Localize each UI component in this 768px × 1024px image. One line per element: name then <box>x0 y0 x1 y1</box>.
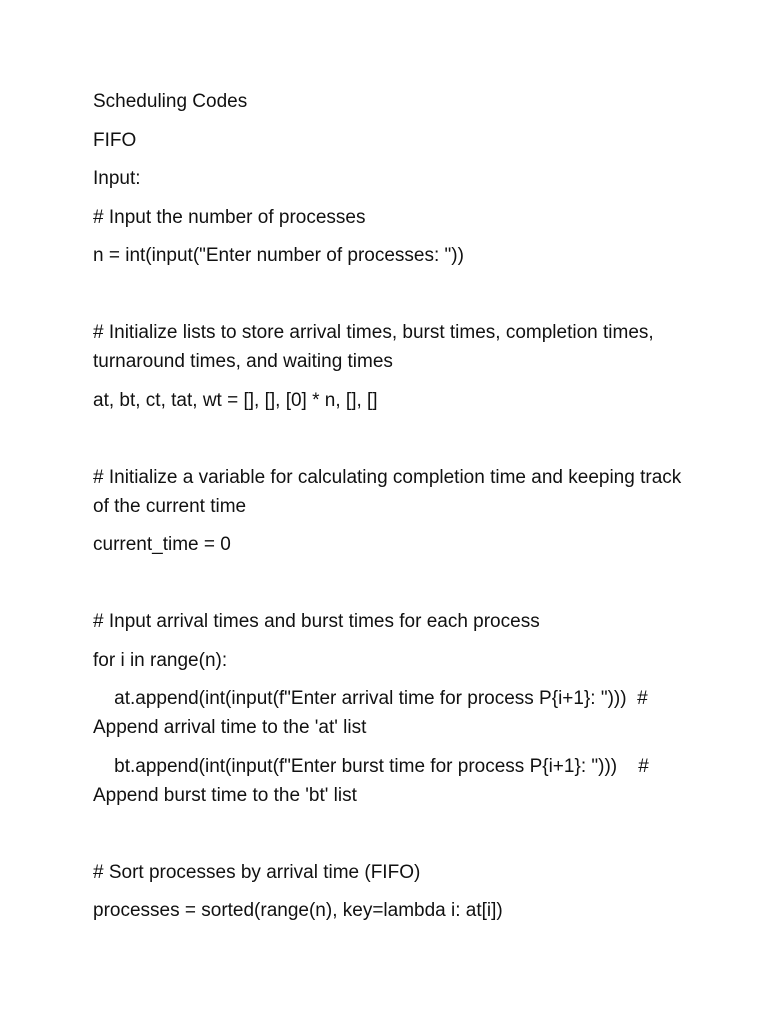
input-label: Input: <box>93 168 141 189</box>
document-body <box>93 87 687 935</box>
blank-line <box>93 280 683 309</box>
code-line: # Input arrival times and burst times for each process <box>93 611 540 632</box>
code-line: # Initialize a variable for calculating completion time and keeping track of the current time <box>93 466 687 517</box>
code-line: n = int(input("Enter number of processes: ")) <box>93 245 464 266</box>
code-line: at, bt, ct, tat, wt = [], [], [0] * n, [], [] <box>93 389 378 411</box>
section-heading: FIFO <box>93 129 137 151</box>
code-line: for i in range(n): <box>93 649 228 671</box>
document-title: Scheduling Codes <box>93 91 248 112</box>
blank-line <box>93 819 683 848</box>
blank-line <box>93 569 683 598</box>
code-line: # Sort processes by arrival time (FIFO) <box>93 861 421 883</box>
blank-line <box>93 424 683 453</box>
code-line: processes = sorted(range(n), key=lambda i: at[i]) <box>93 900 503 921</box>
code-line: bt.append(int(input(f"Enter burst time for process P{i+1}: "))) # Append burst time to the 'bt' list <box>93 755 654 806</box>
code-line: current_time = 0 <box>93 534 231 555</box>
code-line: # Initialize lists to store arrival times, burst times, completion times, turnaround times, and waiting times <box>93 322 659 372</box>
code-line: # Input the number of processes <box>93 206 366 228</box>
code-line: at.append(int(input(f"Enter arrival time for process P{i+1}: "))) # Append arrival time to the 'at' list <box>93 688 652 738</box>
